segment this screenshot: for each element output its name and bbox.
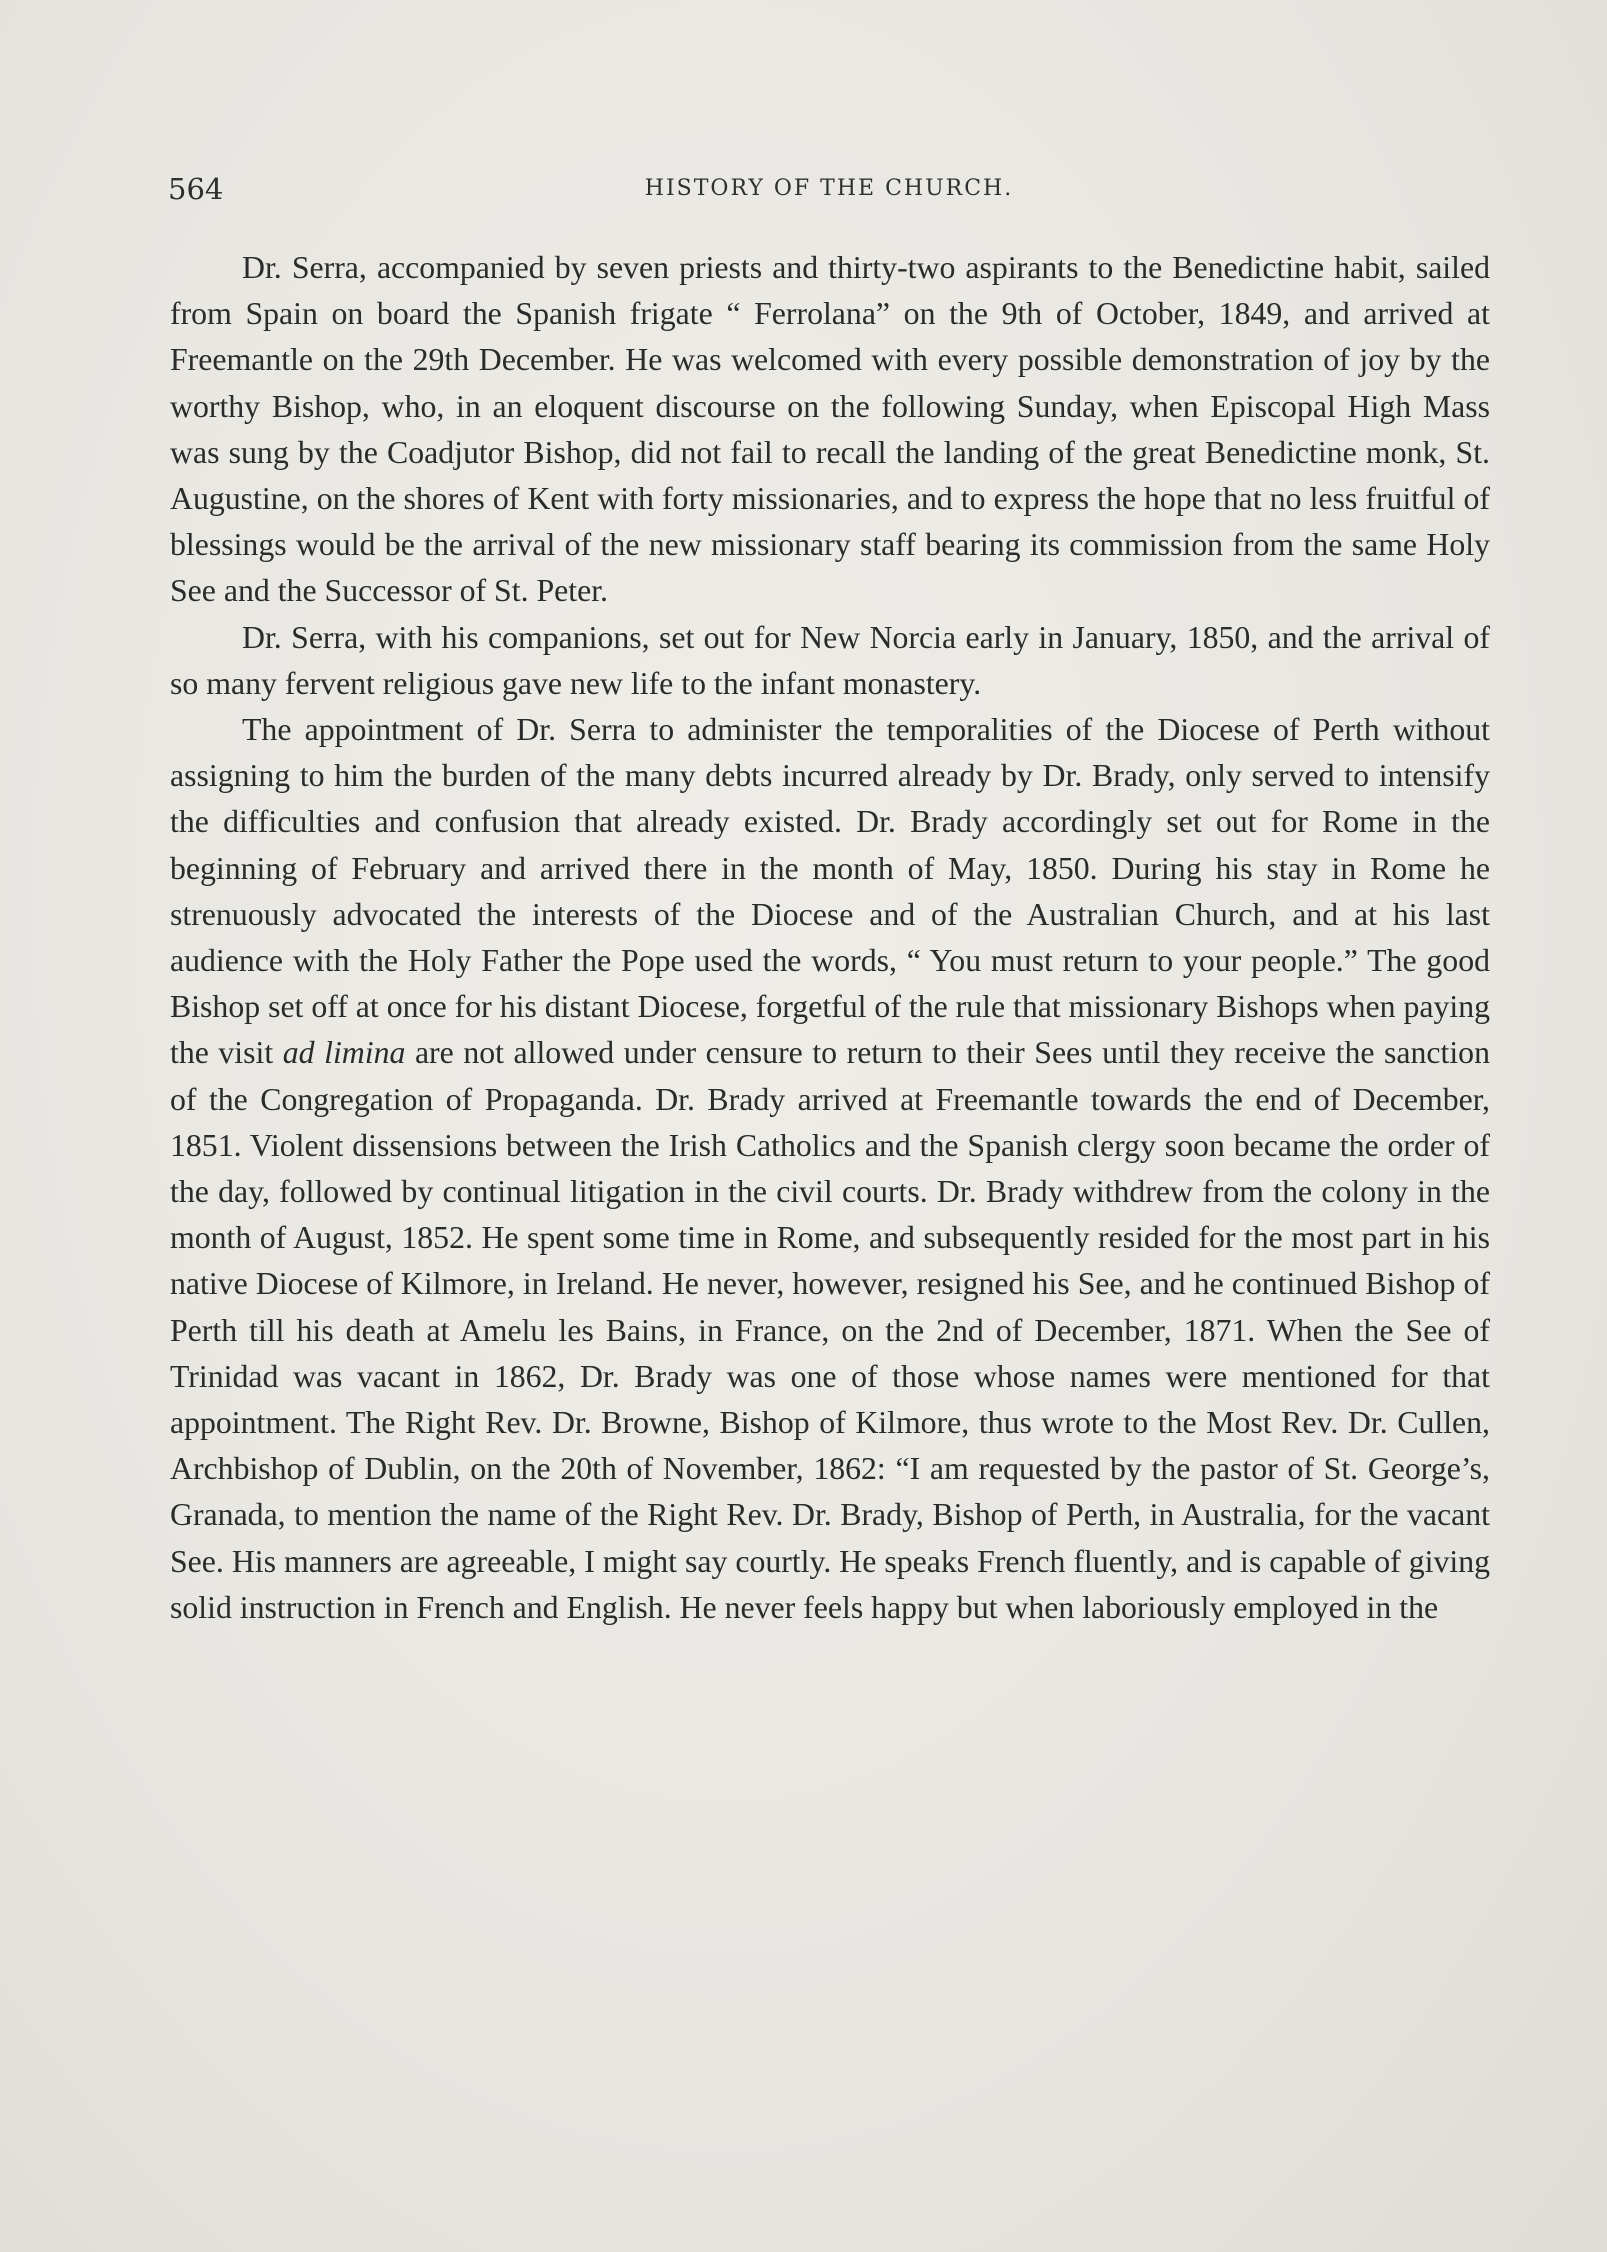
running-head: HISTORY OF THE CHURCH. (644, 176, 1014, 201)
body-text (170, 245, 1490, 1631)
page-number: 564 (168, 172, 224, 206)
italic-ad-limina: ad limina (282, 1035, 406, 1071)
paragraph-serra-voyage: Dr. Serra, accompanied by seven priests and thirty-two aspirants to the Benedictine habit, sailed from Spain on board the Spanish frigate “ Ferrolana” on the 9th of October, 1849, and arrived at Freemantle on the 29th December. He was welcomed with every possible demonstration of joy by the worthy Bishop, who, in an eloquent discourse on the following Sunday, when Episcopal High Mass was sung by the Coadjutor Bishop, did not fail to recall the landing of the great Benedictine monk, St. Augustine, on the shores of Kent with forty missionaries, and to express the hope that no less fruitful of blessings would be the arrival of the new missionary staff bearing its commission from the same Holy See and the Successor of St. Peter. (170, 250, 1490, 609)
paragraph-new-norcia: Dr. Serra, with his companions, set out for New Norcia early in January, 1850, and the arrival of so many fervent religious gave new life to the infant monastery. (170, 619, 1490, 701)
paragraph-brady-part-2: are not allowed under censure to return to their Sees until they receive the sanction of the Congregation of Propaganda. Dr. Brady arrived at Freemantle towards the end of December, 1851. Violent dissensions between the Irish Catholics and the Spanish clergy soon became the order of the day, followed by continual litigation in the civil courts. Dr. Brady withdrew from the colony in the month of August, 1852. He spent some time in Rome, and subsequently resided for the most part in his native Diocese of Kilmore, in Ireland. He never, however, resigned his See, and he continued Bishop of Perth till his death at Amelu les Bains, in France, on the 2nd of December, 1871. When the See of Trinidad was vacant in 1862, Dr. Brady was one of those whose names were mentioned for that appointment. The Right Rev. Dr. Browne, Bishop of Kilmore, thus wrote to the Most Rev. Dr. Cullen, Archbishop of Dublin, on the 20th of November, 1862: “I am requested by the pastor of St. George’s, Granada, to mention the name of the Right Rev. Dr. Brady, Bishop of Perth, in Australia, for the vacant See. His manners are agreeable, I might say courtly. He speaks French fluently, and is capable of giving solid instruction in French and English. He never feels happy but when laboriously employed in the (170, 1035, 1490, 1625)
page-header (168, 172, 1490, 212)
paragraph-brady (170, 707, 1490, 1631)
paragraph-brady-part-1: The appointment of Dr. Serra to administer the temporalities of the Diocese of Perth without assigning to him the burden of the many debts incurred already by Dr. Brady, only served to intensify the difficulties and confusion that already existed. Dr. Brady accordingly set out for Rome in the beginning of February and arrived there in the month of May, 1850. During his stay in Rome he strenuously advocated the interests of the Diocese and of the Australian Church, and at his last audience with the Holy Father the Pope used the words, “ You must return to your people.” The good Bishop set off at once for his distant Diocese, forgetful of the rule that missionary Bishops when paying the visit (170, 712, 1490, 1071)
